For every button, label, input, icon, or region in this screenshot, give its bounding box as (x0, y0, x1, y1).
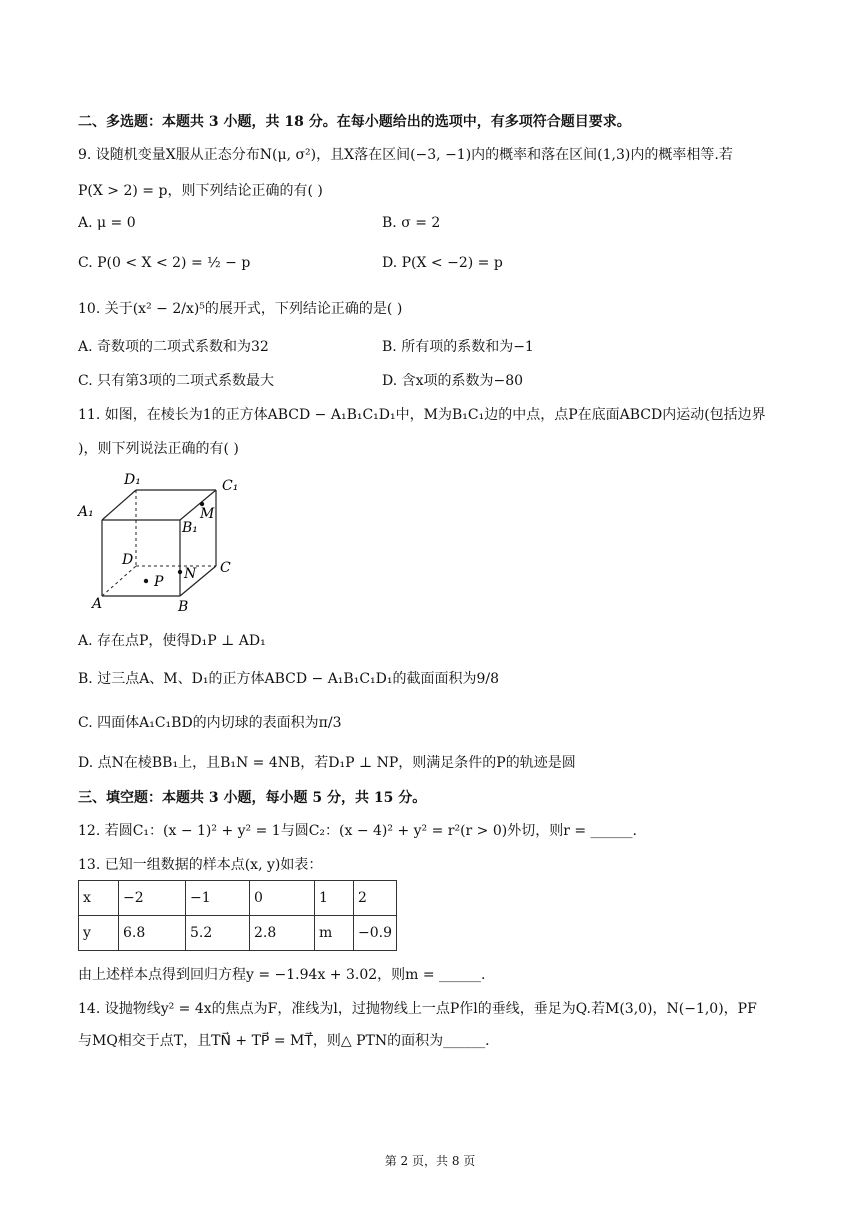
q9-option-d: D. P(X < −2) = p (382, 255, 503, 271)
table-cell: x (79, 881, 119, 916)
q11-option-c: C. 四面体A₁C₁BD的内切球的表面积为π/3 (78, 715, 342, 731)
q11-option-a: A. 存在点P，使得D₁P ⊥ AD₁ (78, 633, 266, 649)
section-2-heading: 二、多选题：本题共 3 小题，共 18 分。在每小题给出的选项中，有多项符合题目要求。 (78, 114, 631, 130)
table-cell: −2 (119, 881, 186, 916)
q9-option-a: A. μ = 0 (78, 215, 136, 231)
label-b: B (178, 599, 189, 615)
label-c1: C₁ (222, 478, 239, 494)
q14-line2: 与MQ相交于点T，且TN⃗ + TP⃗ = MT⃗，则△ PTN的面积为______. (78, 1033, 490, 1049)
label-b1: B₁ (182, 520, 198, 536)
table-cell: −1 (186, 881, 250, 916)
q9-stem-line2: P(X > 2) = p，则下列结论正确的有( ) (78, 183, 323, 199)
q9-option-b: B. σ = 2 (382, 215, 441, 231)
q10-option-c: C. 只有第3项的二项式系数最大 (78, 373, 275, 389)
q9-stem-line1: 9. 设随机变量X服从正态分布N(μ, σ²)，且X落在区间(−3, −1)内的概率和落在区间(1,3)内的概率相等.若 (78, 147, 733, 163)
table-cell: 0 (250, 881, 315, 916)
label-d1: D₁ (124, 472, 141, 488)
point-n (178, 570, 182, 574)
q10-option-b: B. 所有项的系数和为−1 (382, 339, 534, 355)
sample-table (78, 880, 397, 951)
label-n: N (184, 566, 197, 582)
table-row-x (79, 881, 397, 916)
point-p (144, 579, 148, 583)
section-3-heading: 三、填空题：本题共 3 小题，每小题 5 分，共 15 分。 (78, 790, 427, 806)
q10-option-d: D. 含x项的系数为−80 (382, 373, 524, 389)
table-cell: 6.8 (119, 916, 186, 951)
q10-stem: 10. 关于(x² − 2/x)⁵的展开式，下列结论正确的是( ) (78, 301, 403, 317)
table-cell: −0.9 (354, 916, 397, 951)
page-footer: 第 2 页，共 8 页 (384, 1154, 476, 1168)
table-cell: m (315, 916, 354, 951)
q13-question: 由上述样本点得到回归方程y = −1.94x + 3.02，则m = ______. (78, 967, 486, 983)
cube-figure (76, 468, 256, 618)
table-cell: 2 (354, 881, 397, 916)
table-row-y (79, 916, 397, 951)
q14-line1: 14. 设抛物线y² = 4x的焦点为F，准线为l，过抛物线上一点P作l的垂线，垂足为Q.若M(3,0)，N(−1,0)，PF (78, 1001, 757, 1017)
label-p: P (154, 574, 164, 590)
q9-option-c: C. P(0 < X < 2) = ½ − p (78, 255, 251, 271)
table-cell: 2.8 (250, 916, 315, 951)
label-a: A (92, 596, 103, 612)
table-cell: 1 (315, 881, 354, 916)
q12: 12. 若圆C₁：(x − 1)² + y² = 1与圆C₂：(x − 4)² + y² = r²(r > 0)外切，则r = ______. (78, 823, 638, 839)
label-m: M (200, 506, 215, 522)
label-d: D (122, 552, 134, 568)
q11-stem-line2: )，则下列说法正确的有( ) (78, 441, 239, 457)
q11-stem-line1: 11. 如图，在棱长为1的正方体ABCD − A₁B₁C₁D₁中，M为B₁C₁边的中点，点P在底面ABCD内运动(包括边界 (78, 407, 766, 423)
label-a1: A₁ (78, 504, 94, 520)
table-cell: 5.2 (186, 916, 250, 951)
table-cell: y (79, 916, 119, 951)
q10-option-a: A. 奇数项的二项式系数和为32 (78, 339, 269, 355)
label-c: C (220, 560, 231, 576)
q11-option-d: D. 点N在棱BB₁上，且B₁N = 4NB，若D₁P ⊥ NP，则满足条件的P的轨迹是圆 (78, 755, 576, 771)
q13-stem: 13. 已知一组数据的样本点(x, y)如表： (78, 857, 323, 873)
q11-option-b: B. 过三点A、M、D₁的正方体ABCD − A₁B₁C₁D₁的截面面积为9/8 (78, 671, 500, 687)
